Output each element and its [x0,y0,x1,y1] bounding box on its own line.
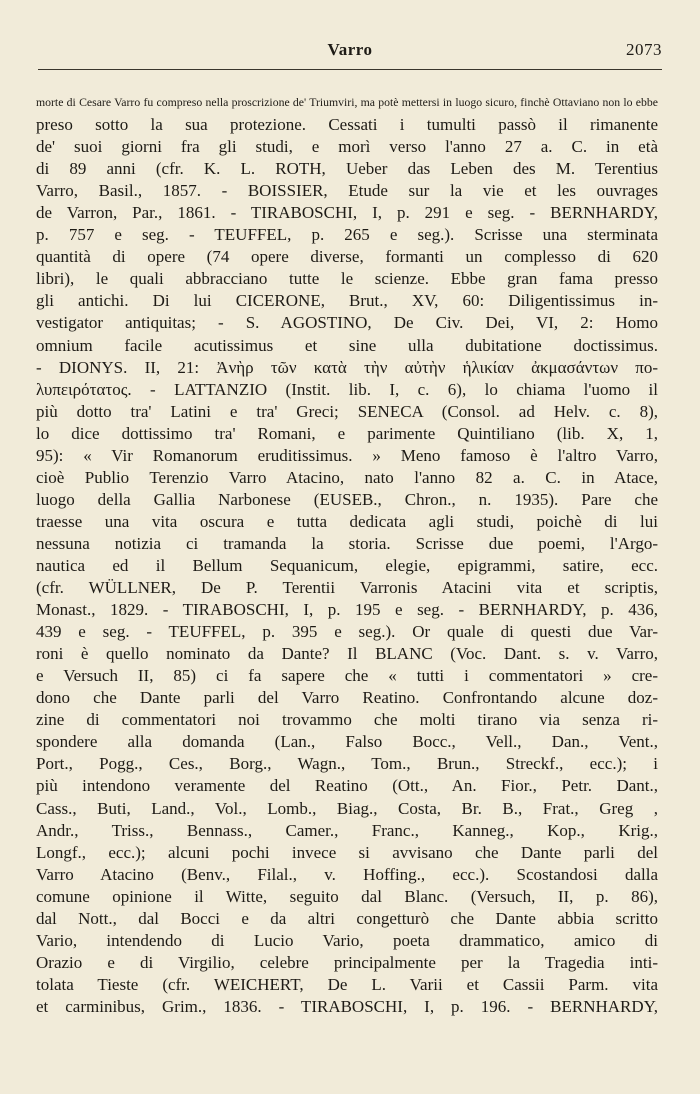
text-line: Monast., 1829. - TIRABOSCHI, I, p. 195 e seg. - BERNHARDY, p. 436, [36,600,658,620]
text-line: p. 757 e seg. - TEUFFEL, p. 265 e seg.). Scrisse una sterminata [36,225,658,245]
text-line: spondere alla domanda (Lan., Falso Bocc., Vell., Dan., Vent., [36,732,658,752]
text-line: più intendono veramente del Reatino (Ott., An. Fior., Petr. Dant., [36,776,658,796]
text-line: (cfr. WÜLLNER, De P. Terentii Varronis Atacini vita et scriptis, [36,578,658,598]
text-line: Port., Pogg., Ces., Borg., Wagn., Tom., Brun., Streckf., ecc.); i [36,754,658,774]
text-line: Varro, Basil., 1857. - BOISSIER, Etude sur la vie et les ouvrages [36,181,658,201]
text-line: gli antichi. Di lui CICERONE, Brut., XV, 60: Diligentissimus in- [36,291,658,311]
text-line: luogo della Gallia Narbonese (EUSEB., Chron., n. 1935). Pare che [36,489,658,509]
text-line: quantità di opere (74 opere diverse, formanti un complesso di 620 [36,247,658,267]
text-line: et carminibus, Grim., 1836. - TIRABOSCHI, I, p. 196. - BERNHARDY, [36,996,658,1016]
page-title: Varro [327,40,373,59]
text-line: Andr., Triss., Bennass., Camer., Franc., Kanneg., Kop., Krig., [36,820,658,840]
text-line: de' suoi giorni fra gli studi, e morì verso l'anno 27 a. C. in età [36,137,658,157]
text-line: morte di Cesare Varro fu compreso nella proscrizione de' Triumviri, ma potè mettersi in luogo sicuro, finchè Ottaviano non lo ebbe [36,96,658,109]
text-line: traesse una vita oscura e tutta dedicata agli studi, poichè di lui [36,511,658,531]
text-line: e Versuch II, 85) ci fa sapere che « tutti i commentatori » cre- [36,666,658,686]
text-line: nessuna notizia ci tramanda la storia. Scrisse due poemi, l'Argo- [36,533,658,553]
text-line: roni è quello nominato da Dante? Il BLANC (Voc. Dant. s. v. Varro, [36,644,658,664]
text-line: vestigator antiquitas; - S. AGOSTINO, De Civ. Dei, VI, 2: Homo [36,313,658,333]
text-line: Orazio e di Virgilio, celebre principalmente per la Tragedia inti- [36,952,658,972]
text-line: libri), le quali abbracciano tutte le scienze. Ebbe gran fama presso [36,269,658,289]
text-line: dal Nott., dal Bocci e da altri congetturò che Dante abbia scritto [36,908,658,928]
text-line: Vario, intendendo di Lucio Vario, poeta drammatico, amico di [36,930,658,950]
text-line: tolata Tieste (cfr. WEICHERT, De L. Varii et Cassii Parm. vita [36,974,658,994]
text-line: lo dice dottissimo tra' Romani, e parimente Quintiliano (lib. X, 1, [36,423,658,443]
text-line: omnium facile acutissimus et sine ulla dubitatione doctissimus. [36,335,658,355]
text-line: de Varron, Par., 1861. - TIRABOSCHI, I, p. 291 e seg. - BERNHARDY, [36,203,658,223]
text-line: Cass., Buti, Land., Vol., Lomb., Biag., Costa, Br. B., Frat., Greg , [36,798,658,818]
text-line: λυπειρότατος. - LATTANZIO (Instit. lib. I, c. 6), lo chiama l'uomo il [36,379,658,399]
text-line: preso sotto la sua protezione. Cessati i tumulti passò il rimanente [36,115,658,135]
header-rule [38,69,662,70]
text-line: Varro Atacino (Benv., Filal., v. Hoffing., ecc.). Scostandosi dalla [36,864,658,884]
text-line: comune opinione il Witte, seguito dal Blanc. (Versuch, II, p. 86), [36,886,658,906]
body-text [36,92,658,1018]
text-line: 95): « Vir Romanorum eruditissimus. » Meno famoso è l'altro Varro, [36,445,658,465]
text-line: - DIONYS. II, 21: Ἀνὴρ τῶν κατὰ τὴν αὐτὴν ἡλικίαν ἀκμασάντων πο- [36,357,658,377]
text-line: dono che Dante parli del Varro Reatino. Confrontando alcune doz- [36,688,658,708]
text-line: di 89 anni (cfr. K. L. ROTH, Ueber das Leben des M. Terentius [36,159,658,179]
text-line: Longf., ecc.); alcuni pochi invece si avvisano che Dante parli del [36,842,658,862]
running-head [38,40,662,66]
text-line: nautica ed il Bellum Sequanicum, elegie, epigrammi, satire, ecc. [36,555,658,575]
page-number: 2073 [626,40,662,59]
text-line: 439 e seg. - TEUFFEL, p. 395 e seg.). Or quale di questi due Var- [36,622,658,642]
text-line: cioè Publio Terenzio Varro Atacino, nato l'anno 82 a. C. in Atace, [36,467,658,487]
text-line: zine di commentatori noi trovammo che molti tirano via senza ri- [36,710,658,730]
text-line: più dotto tra' Latini e tra' Greci; SENECA (Consol. ad Helv. c. 8), [36,401,658,421]
